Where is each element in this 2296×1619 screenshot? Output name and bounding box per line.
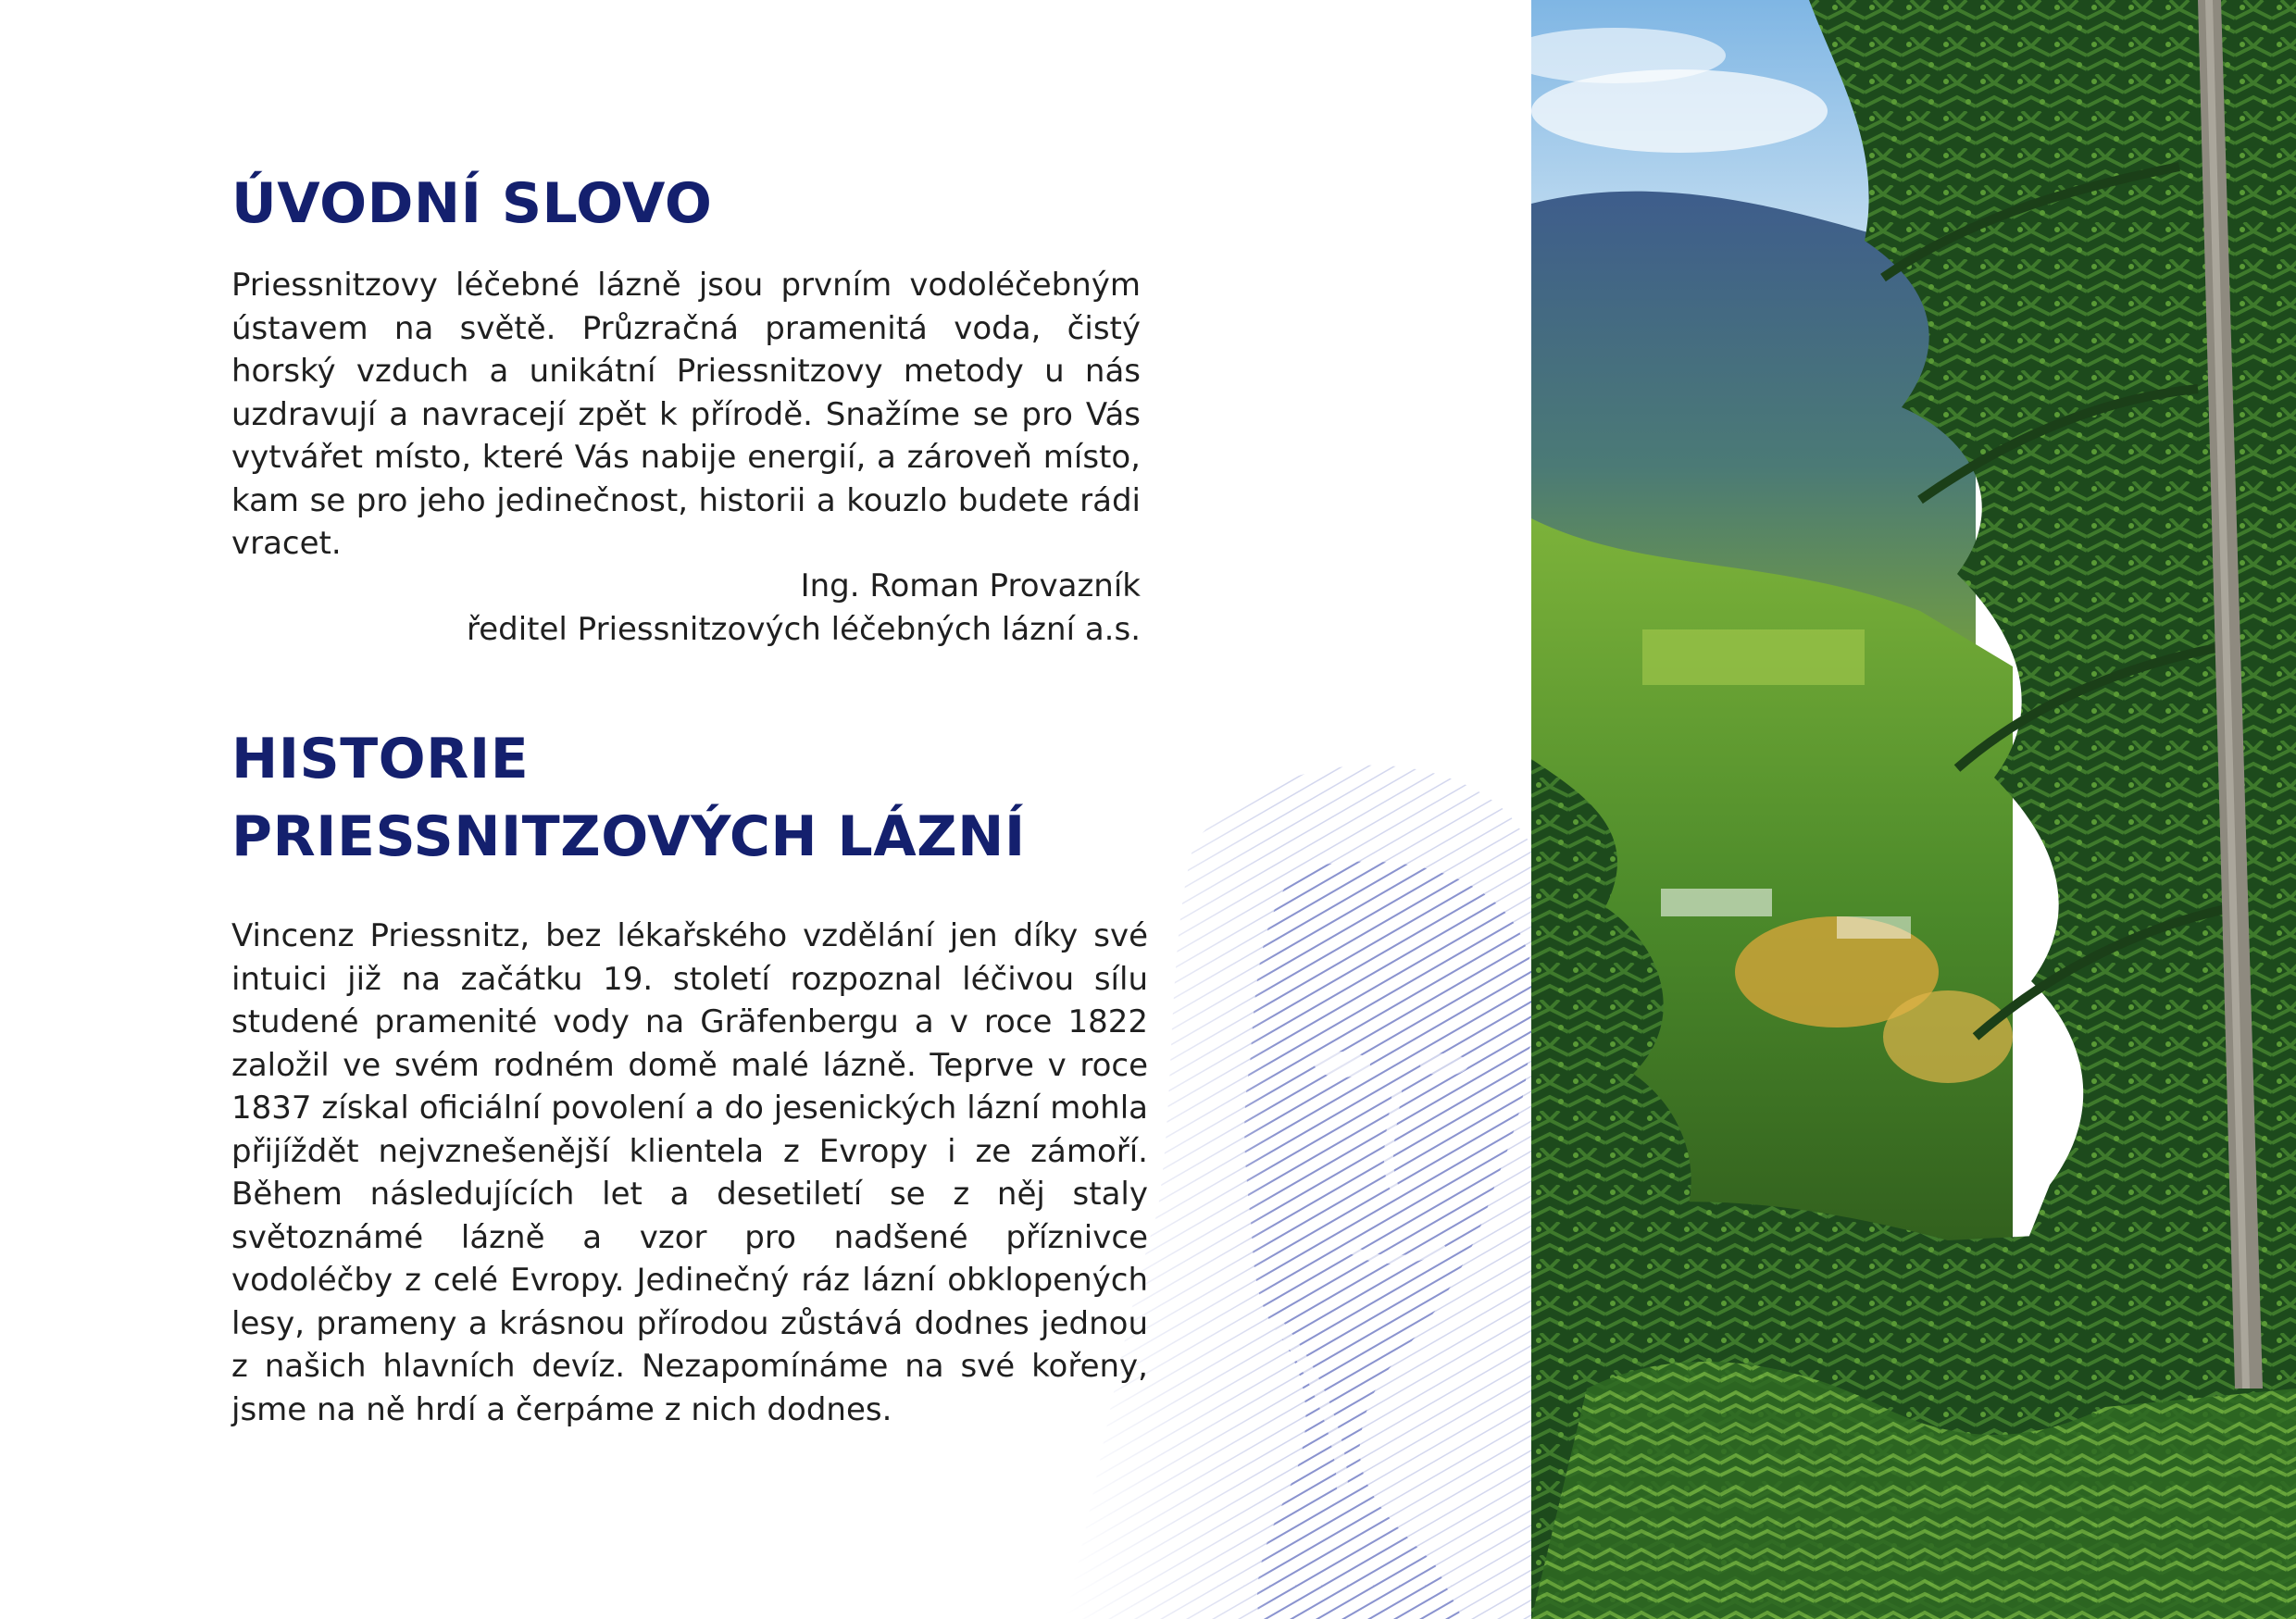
signature-block [231,565,1141,651]
history-heading [231,720,1026,876]
signature-name: Ing. Roman Provazník [800,567,1141,604]
history-paragraph: Vincenz Priessnitz, bez lékařského vzdělání jen díky své intuici již na začátku 19. století rozpoznal léčivou sílu studené pramenité vody na Gräfenbergu a v roce 1822 založil ve svém rodném domě malé lázně. Teprve v roce 1837 získal oficiální povolení a do jesenických lázní mohla přijíždět nejvznešenější klientela z Evropy i ze zámoří. Během následujících let a desetiletí se z něj staly světoznámé lázně a vzor pro nadšené příznivce vodoléčby z celé Evropy. Jedinečný ráz lázní obklopených lesy, prameny a krásnou přírodou zůstává dodnes jednou z našich hlavních devíz. Nezapomínáme na své kořeny, jsme na ně hrdí a čerpáme z nich dodnes. [231,917,1148,1428]
forest-landscape-photo [1531,0,2296,1619]
history-heading-line-1: HISTORIE [231,727,530,791]
history-heading-line-2: PRIESSNITZOVÝCH LÁZNÍ [231,804,1026,869]
intro-paragraph: Priessnitzovy léčebné lázně jsou prvním vodoléčebným ústavem na světě. Průzračná pramenitá voda, čistý horský vzduch a unikátní Priessnitzovy metody u nás uzdravují a navracejí zpět k přírodě. Snažíme se pro Vás vytvářet místo, které Vás nabije energií, a zároveň místo, kam se pro jeho jedinečnost, historii a kouzlo budete rádi vracet. [231,267,1141,562]
signature-title: ředitel Priessnitzových léčebných lázní a.s. [467,610,1141,648]
intro-heading: ÚVODNÍ SLOVO [231,171,713,236]
